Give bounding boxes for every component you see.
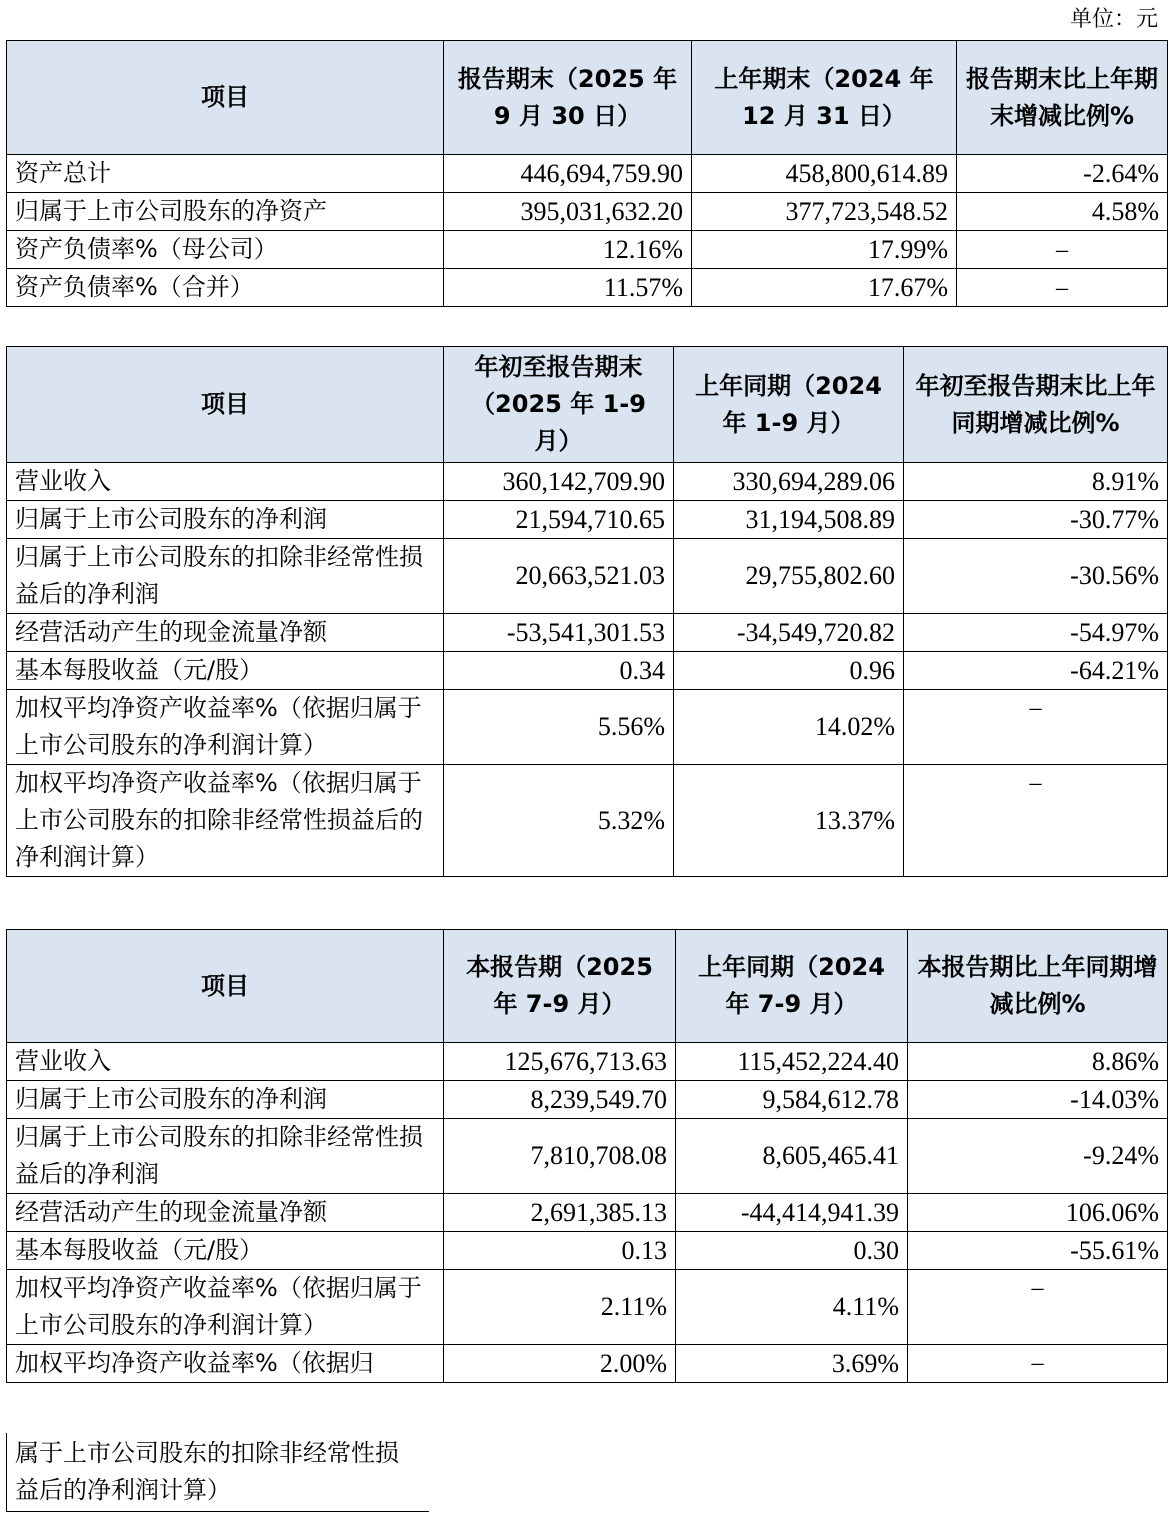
row-change: -30.56% xyxy=(904,539,1168,614)
row-item: 归属于上市公司股东的扣除非经常性损益后的净利润 xyxy=(7,539,444,614)
row-current: 2.00% xyxy=(444,1345,676,1383)
row-current: 446,694,759.90 xyxy=(444,155,692,193)
row-item: 加权平均净资产收益率%（依据归 xyxy=(7,1345,444,1383)
row-prior: 8,605,465.41 xyxy=(676,1119,908,1194)
row-item: 资产负债率%（母公司） xyxy=(7,231,444,269)
row-change: 4.58% xyxy=(957,193,1168,231)
row-item: 营业收入 xyxy=(7,463,444,501)
row-prior: 29,755,802.60 xyxy=(674,539,904,614)
row-current: 12.16% xyxy=(444,231,692,269)
table-header-row xyxy=(7,930,1168,1043)
row-change: – xyxy=(908,1345,1168,1383)
table-row xyxy=(7,1270,1168,1345)
row-current: 5.32% xyxy=(444,765,674,877)
row-current: 0.13 xyxy=(444,1232,676,1270)
header-prior: 上年期末（2024 年 12 月 31 日） xyxy=(692,41,957,155)
table-row xyxy=(7,1043,1168,1081)
row-change: -55.61% xyxy=(908,1232,1168,1270)
row-item: 加权平均净资产收益率%（依据归属于上市公司股东的净利润计算） xyxy=(7,1270,444,1345)
header-prior: 上年同期（2024 年 1-9 月） xyxy=(674,347,904,463)
row-prior: 9,584,612.78 xyxy=(676,1081,908,1119)
table-row xyxy=(7,1345,1168,1383)
row-prior: 3.69% xyxy=(676,1345,908,1383)
unit-label: 单位：元 xyxy=(1069,7,1158,32)
table-row xyxy=(7,1119,1168,1194)
header-change: 报告期末比上年期末增减比例% xyxy=(957,41,1168,155)
row-change: -14.03% xyxy=(908,1081,1168,1119)
continued-row-text: 属于上市公司股东的扣除非经常性损益后的净利润计算） xyxy=(6,1433,429,1512)
row-prior: 17.67% xyxy=(692,269,957,307)
row-change: 8.91% xyxy=(904,463,1168,501)
quarter-performance-table xyxy=(6,929,1168,1383)
row-item: 经营活动产生的现金流量净额 xyxy=(7,1194,444,1232)
table-row xyxy=(7,501,1168,539)
row-item: 归属于上市公司股东的净资产 xyxy=(7,193,444,231)
row-current: 20,663,521.03 xyxy=(444,539,674,614)
header-item: 项目 xyxy=(7,930,444,1043)
header-current: 本报告期（2025 年 7-9 月） xyxy=(444,930,676,1043)
table-row xyxy=(7,614,1168,652)
row-current: 21,594,710.65 xyxy=(444,501,674,539)
table-row xyxy=(7,1232,1168,1270)
row-prior: 377,723,548.52 xyxy=(692,193,957,231)
row-prior: 0.96 xyxy=(674,652,904,690)
row-change: -9.24% xyxy=(908,1119,1168,1194)
row-current: 395,031,632.20 xyxy=(444,193,692,231)
row-item: 基本每股收益（元/股） xyxy=(7,652,444,690)
row-prior: 14.02% xyxy=(674,690,904,765)
row-change: – xyxy=(908,1270,1168,1345)
row-current: 5.56% xyxy=(444,690,674,765)
row-current: 2.11% xyxy=(444,1270,676,1345)
table-row xyxy=(7,269,1168,307)
balance-summary-table xyxy=(6,40,1168,307)
row-prior: 31,194,508.89 xyxy=(674,501,904,539)
row-current: 125,676,713.63 xyxy=(444,1043,676,1081)
header-item: 项目 xyxy=(7,41,444,155)
header-change: 本报告期比上年同期增减比例% xyxy=(908,930,1168,1043)
row-item: 归属于上市公司股东的扣除非经常性损益后的净利润 xyxy=(7,1119,444,1194)
table-row xyxy=(7,193,1168,231)
row-prior: 17.99% xyxy=(692,231,957,269)
header-current: 年初至报告期末（2025 年 1-9 月） xyxy=(444,347,674,463)
row-item: 加权平均净资产收益率%（依据归属于上市公司股东的净利润计算） xyxy=(7,690,444,765)
row-change: 106.06% xyxy=(908,1194,1168,1232)
row-change: – xyxy=(957,231,1168,269)
table-header-row xyxy=(7,41,1168,155)
row-prior: 0.30 xyxy=(676,1232,908,1270)
row-current: 8,239,549.70 xyxy=(444,1081,676,1119)
table-row xyxy=(7,463,1168,501)
ytd-performance-table xyxy=(6,346,1168,877)
row-prior: -44,414,941.39 xyxy=(676,1194,908,1232)
row-prior: 4.11% xyxy=(676,1270,908,1345)
row-prior: -34,549,720.82 xyxy=(674,614,904,652)
row-current: 0.34 xyxy=(444,652,674,690)
row-change: -54.97% xyxy=(904,614,1168,652)
row-prior: 458,800,614.89 xyxy=(692,155,957,193)
row-prior: 330,694,289.06 xyxy=(674,463,904,501)
table-row xyxy=(7,231,1168,269)
table-row xyxy=(7,652,1168,690)
header-prior: 上年同期（2024 年 7-9 月） xyxy=(676,930,908,1043)
table-row xyxy=(7,1081,1168,1119)
row-item: 加权平均净资产收益率%（依据归属于上市公司股东的扣除非经常性损益后的净利润计算） xyxy=(7,765,444,877)
table-row xyxy=(7,690,1168,765)
table-row xyxy=(7,1194,1168,1232)
row-current: 2,691,385.13 xyxy=(444,1194,676,1232)
row-prior: 115,452,224.40 xyxy=(676,1043,908,1081)
row-item: 归属于上市公司股东的净利润 xyxy=(7,1081,444,1119)
table-header-row xyxy=(7,347,1168,463)
row-current: -53,541,301.53 xyxy=(444,614,674,652)
header-item: 项目 xyxy=(7,347,444,463)
row-item: 营业收入 xyxy=(7,1043,444,1081)
row-change: -2.64% xyxy=(957,155,1168,193)
row-item: 资产总计 xyxy=(7,155,444,193)
table-row xyxy=(7,765,1168,877)
row-change: – xyxy=(957,269,1168,307)
row-change: -64.21% xyxy=(904,652,1168,690)
row-change: 8.86% xyxy=(908,1043,1168,1081)
row-change: – xyxy=(904,690,1168,765)
row-current: 11.57% xyxy=(444,269,692,307)
header-change: 年初至报告期末比上年同期增减比例% xyxy=(904,347,1168,463)
row-change: -30.77% xyxy=(904,501,1168,539)
row-current: 7,810,708.08 xyxy=(444,1119,676,1194)
row-item: 基本每股收益（元/股） xyxy=(7,1232,444,1270)
header-current: 报告期末（2025 年 9 月 30 日） xyxy=(444,41,692,155)
row-current: 360,142,709.90 xyxy=(444,463,674,501)
row-item: 资产负债率%（合并） xyxy=(7,269,444,307)
row-prior: 13.37% xyxy=(674,765,904,877)
row-change: – xyxy=(904,765,1168,877)
table-row xyxy=(7,539,1168,614)
row-item: 归属于上市公司股东的净利润 xyxy=(7,501,444,539)
table-row xyxy=(7,155,1168,193)
row-item: 经营活动产生的现金流量净额 xyxy=(7,614,444,652)
